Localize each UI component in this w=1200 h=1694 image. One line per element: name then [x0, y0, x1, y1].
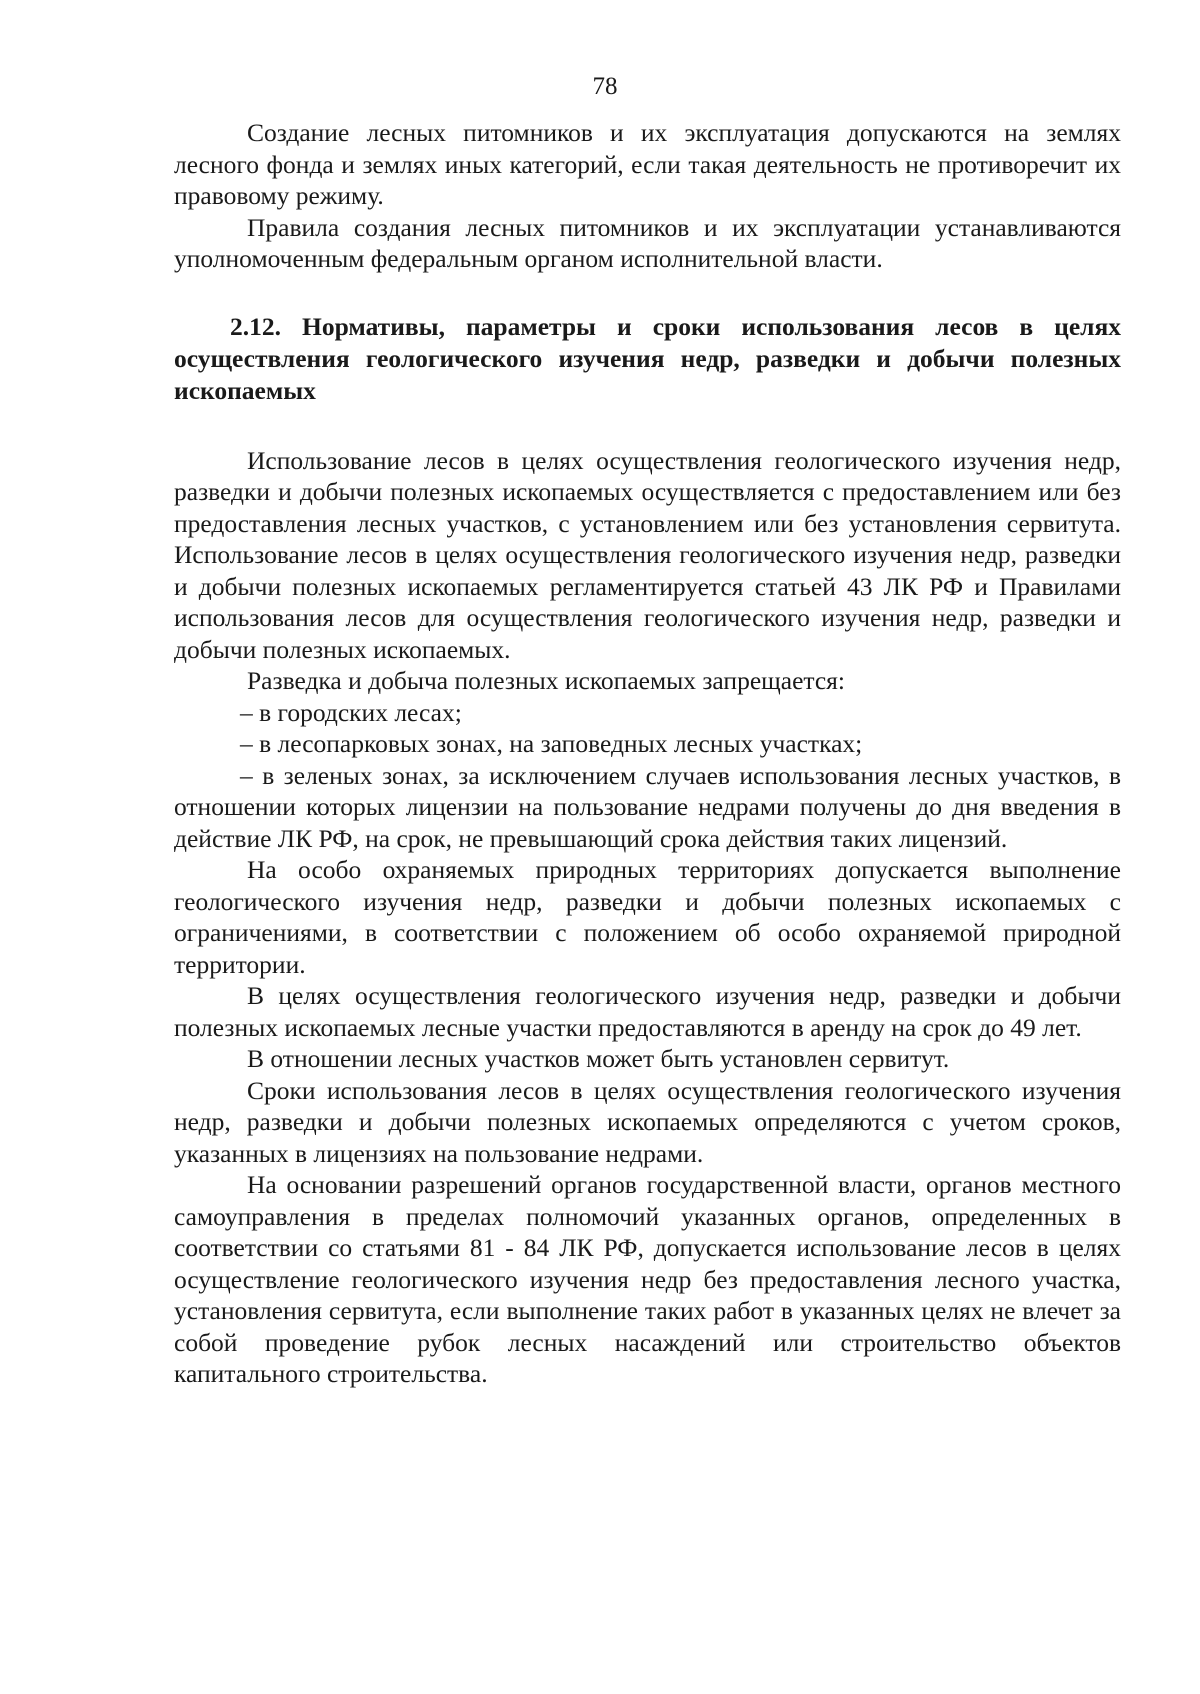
page-number: 78 — [592, 73, 618, 100]
paragraph: В отношении лесных участков может быть установлен сервитут. — [247, 1044, 950, 1073]
paragraph: На основании разрешений органов государственной власти, органов местного самоуправления в пределах полномочий указанных органов, определенных в соответствии со статьями 81 - 84 ЛК РФ, допускается использование лесов в целях осуществление геологического изучения недр без предоставления лесного участка, установления сервитута, если выполнение таких работ в указанных целях не влечет за собой проведение рубок лесных насаждений или строительство объектов капитального строительства. — [174, 1170, 1121, 1388]
paragraph: Сроки использования лесов в целях осуществления геологического изучения недр, разведки и добычи полезных ископаемых определяются с учетом сроков, указанных в лицензиях на пользование недрами. — [174, 1075, 1121, 1168]
paragraph: Создание лесных питомников и их эксплуатация допускаются на землях лесного фонда и землях иных категорий, если такая деятельность не противоречит их правовому режиму. — [174, 118, 1121, 210]
section-heading: 2.12. Нормативы, параметры и сроки использования лесов в целях осуществления геологического изучения недр, разведки и добычи полезных ископаемых — [174, 311, 1121, 405]
paragraph: На особо охраняемых природных территориях допускается выполнение геологического изучения недр, разведки и добычи полезных ископаемых с ограничениями, в соответствии с положением об особо охраняемой природной территории. — [174, 855, 1121, 979]
paragraph: Разведка и добыча полезных ископаемых запрещается: — [247, 666, 845, 695]
list-item: – в городских лесах; — [240, 697, 462, 727]
paragraph: Использование лесов в целях осуществления геологического изучения недр, разведки и добычи полезных ископаемых осуществляется с предоставлением или без предоставления лесных участков, с установлением или без установления сервитута. Использование лесов в целях осуществления геологического изучения недр, разведки и добычи полезных ископаемых регламентируется статьей 43 ЛК РФ и Правилами использования лесов для осуществления геологического изучения недр, разведки и добычи полезных ископаемых. — [174, 445, 1121, 664]
paragraph: Правила создания лесных питомников и их эксплуатации устанавливаются уполномоченным федеральным органом исполнительной власти. — [174, 212, 1121, 273]
list-item: – в лесопарковых зонах, на заповедных лесных участках; — [240, 729, 863, 758]
list-item: – в зеленых зонах, за исключением случаев использования лесных участков, в отношении которых лицензии на пользование недрами получены до дня введения в действие ЛК РФ, на срок, не превышающий срока действия таких лицензий. — [174, 760, 1121, 853]
paragraph: В целях осуществления геологического изучения недр, разведки и добычи полезных ископаемых лесные участки предоставляются в аренду на срок до 49 лет. — [174, 981, 1121, 1042]
page-content — [174, 117, 1121, 1390]
